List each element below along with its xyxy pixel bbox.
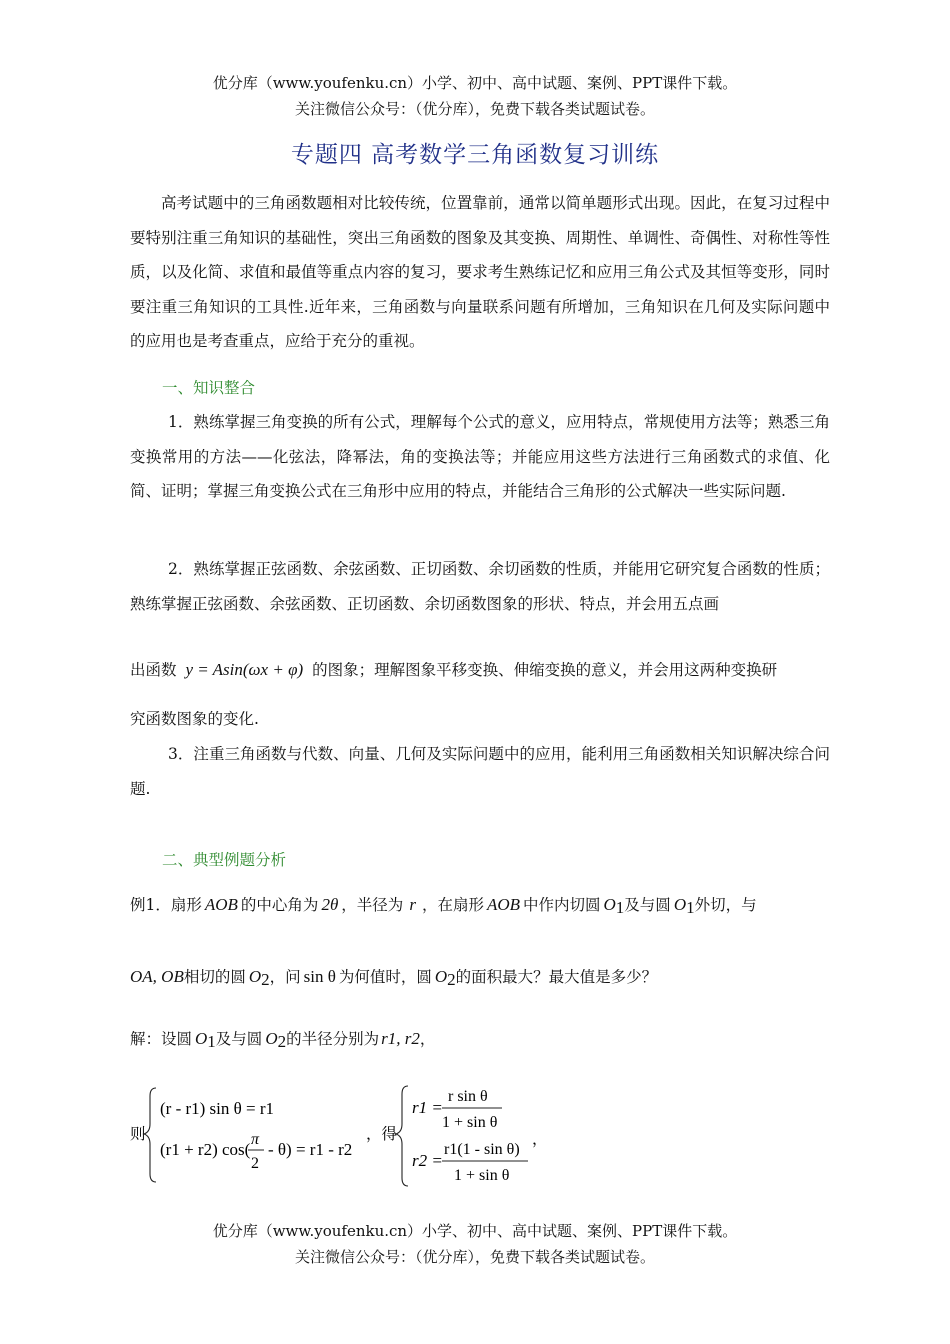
circle-o2-sub: 2 — [261, 970, 270, 989]
equation-block — [130, 1082, 690, 1192]
radius-r: r — [409, 895, 416, 914]
example-1-line-2 — [130, 965, 840, 990]
item-2-formula-line — [130, 658, 840, 680]
ex1-part-7: 外切，与 — [694, 896, 757, 914]
radii-r1-r2: r1, r2 — [381, 1029, 420, 1048]
circle-o1: O — [603, 895, 616, 914]
sol-part-1: 解：设圆 — [130, 1030, 193, 1048]
ex1-part-2: 的中心角为 — [240, 896, 319, 914]
ex1-part-3: ，半径为 — [341, 896, 404, 914]
circle-o2-again-sub: 2 — [447, 970, 456, 989]
circle-o2-again: O — [434, 967, 448, 986]
r2-denominator: 1 + sin θ — [454, 1167, 510, 1184]
sol-part-2: 及与圆 — [215, 1030, 263, 1048]
sol-circle-o2: O — [265, 1029, 278, 1048]
ex1-l2-part-b: ，问 — [269, 968, 301, 986]
item-2-suffix: 的图象；理解图象平移变换、伸缩变换的意义，并会用这两种变换研 — [312, 661, 778, 679]
sol-circle-o1-sub: 1 — [207, 1032, 216, 1051]
then-label: 则 — [130, 1126, 146, 1143]
sol-circle-o1: O — [195, 1029, 208, 1048]
ex1-l2-part-c: 为何值时，圆 — [338, 968, 432, 986]
section-1-heading: 一、知识整合 — [162, 379, 256, 397]
item-2-tail: 究函数图象的变化. — [130, 710, 259, 728]
two-denominator: 2 — [251, 1155, 259, 1172]
circle-o1-again: O — [673, 895, 687, 914]
circle-o1-again-sub: 1 — [686, 898, 695, 917]
item-2-prefix: 出函数 — [130, 661, 177, 679]
header-line-2: 关注微信公众号：（优分库），免费下载各类试题试卷。 — [294, 100, 655, 118]
circle-o2: O — [248, 967, 262, 986]
equation-svg — [130, 1082, 690, 1192]
section-2-heading: 二、典型例题分析 — [162, 851, 287, 869]
footer-line-2: 关注微信公众号：（优分库），免费下载各类试题试卷。 — [294, 1248, 655, 1266]
left-brace-1 — [144, 1088, 156, 1182]
system-equation-2-right: - θ) = r1 - r2 — [268, 1140, 353, 1159]
ex1-part-1: 例1．扇形 — [130, 896, 202, 914]
solution-line — [130, 1027, 840, 1052]
trailing-comma: ， — [532, 1131, 548, 1148]
ex1-l2-part-d: 的面积最大？最大值是多少？ — [455, 968, 658, 986]
knowledge-item-1 — [130, 405, 830, 509]
ex1-l2-part-a: 相切的圆 — [183, 968, 246, 986]
item-2-text: 2．熟练掌握正弦函数、余弦函数、正切函数、余切函数的性质，并能用它研究复合函数的性质；熟练掌握正弦函数、余弦函数、正切函数、余切函数图象的形状、特点，并会用五点画 — [130, 560, 830, 613]
r2-numerator: r1(1 - sin θ) — [444, 1141, 520, 1158]
pi-numerator: π — [251, 1131, 260, 1148]
sinusoid-formula: y = Asin(ωx + φ) — [185, 660, 304, 679]
example-1-line-1 — [130, 893, 840, 918]
intro-paragraph — [130, 186, 830, 359]
footer-line-1: 优分库（www.youfenku.cn）小学、初中、高中试题、案例、PPT课件下载。 — [212, 1222, 738, 1240]
ex1-part-5: 中作内切圆 — [523, 896, 601, 914]
sol-part-4: ， — [419, 1030, 436, 1048]
sol-circle-o2-sub: 2 — [277, 1032, 287, 1051]
item-3-text: 3．注重三角函数与代数、向量、几何及实际问题中的应用，能利用三角函数相关知识解决综合问题. — [130, 745, 830, 798]
system-equation-1: (r - r1) sin θ = r1 — [160, 1099, 275, 1118]
r2-lhs: r2 = — [412, 1151, 443, 1170]
knowledge-item-2 — [130, 552, 830, 621]
system-equation-2-left: (r1 + r2) cos( — [160, 1140, 251, 1159]
r1-denominator: 1 + sin θ — [442, 1114, 498, 1131]
circle-o1-sub: 1 — [615, 898, 625, 917]
sin-theta: sin θ — [303, 967, 336, 986]
lines-oa-ob: OA, OB — [130, 967, 184, 986]
header-line-1: 优分库（www.youfenku.cn）小学、初中、高中试题、案例、PPT课件下载。 — [212, 74, 738, 92]
knowledge-item-3 — [130, 737, 830, 806]
ex1-part-6: 及与圆 — [624, 896, 671, 914]
central-angle: 2θ — [321, 895, 339, 914]
ex1-part-4: ，在扇形 — [421, 896, 484, 914]
r1-lhs: r1 = — [412, 1098, 443, 1117]
intro-text: 高考试题中的三角函数题相对比较传统，位置靠前，通常以简单题形式出现。因此，在复习过程中要特别注重三角知识的基础性，突出三角函数的图象及其变换、周期性、单调性、奇偶性、对称性等性质，以及化简、求值和最值等重点内容的复习，要求考生熟练记忆和应用三角公式及其恒等变形，同时要注重三角知识的工具性.近年来，三角函数与向量联系问题有所增加，三角知识在几何及实际问题中的应用也是考查重点，应给于充分的重视。 — [130, 194, 830, 350]
sector-aob: AOB — [204, 895, 238, 914]
sector-aob-2: AOB — [486, 895, 520, 914]
item-1-text: 1．熟练掌握三角变换的所有公式，理解每个公式的意义，应用特点，常规使用方法等；熟悉三角变换常用的方法——化弦法，降幂法，角的变换法等；并能应用这些方法进行三角函数式的求值、化简、证明；掌握三角变换公式在三角形中应用的特点，并能结合三角形的公式解决一些实际问题. — [130, 413, 830, 500]
left-brace-2 — [396, 1086, 408, 1186]
sol-part-3: 的半径分别为 — [286, 1030, 380, 1048]
r1-numerator: r sin θ — [448, 1088, 488, 1105]
page-title: 专题四 高考数学三角函数复习训练 — [290, 142, 660, 168]
comma-get: ，得 — [366, 1126, 398, 1143]
